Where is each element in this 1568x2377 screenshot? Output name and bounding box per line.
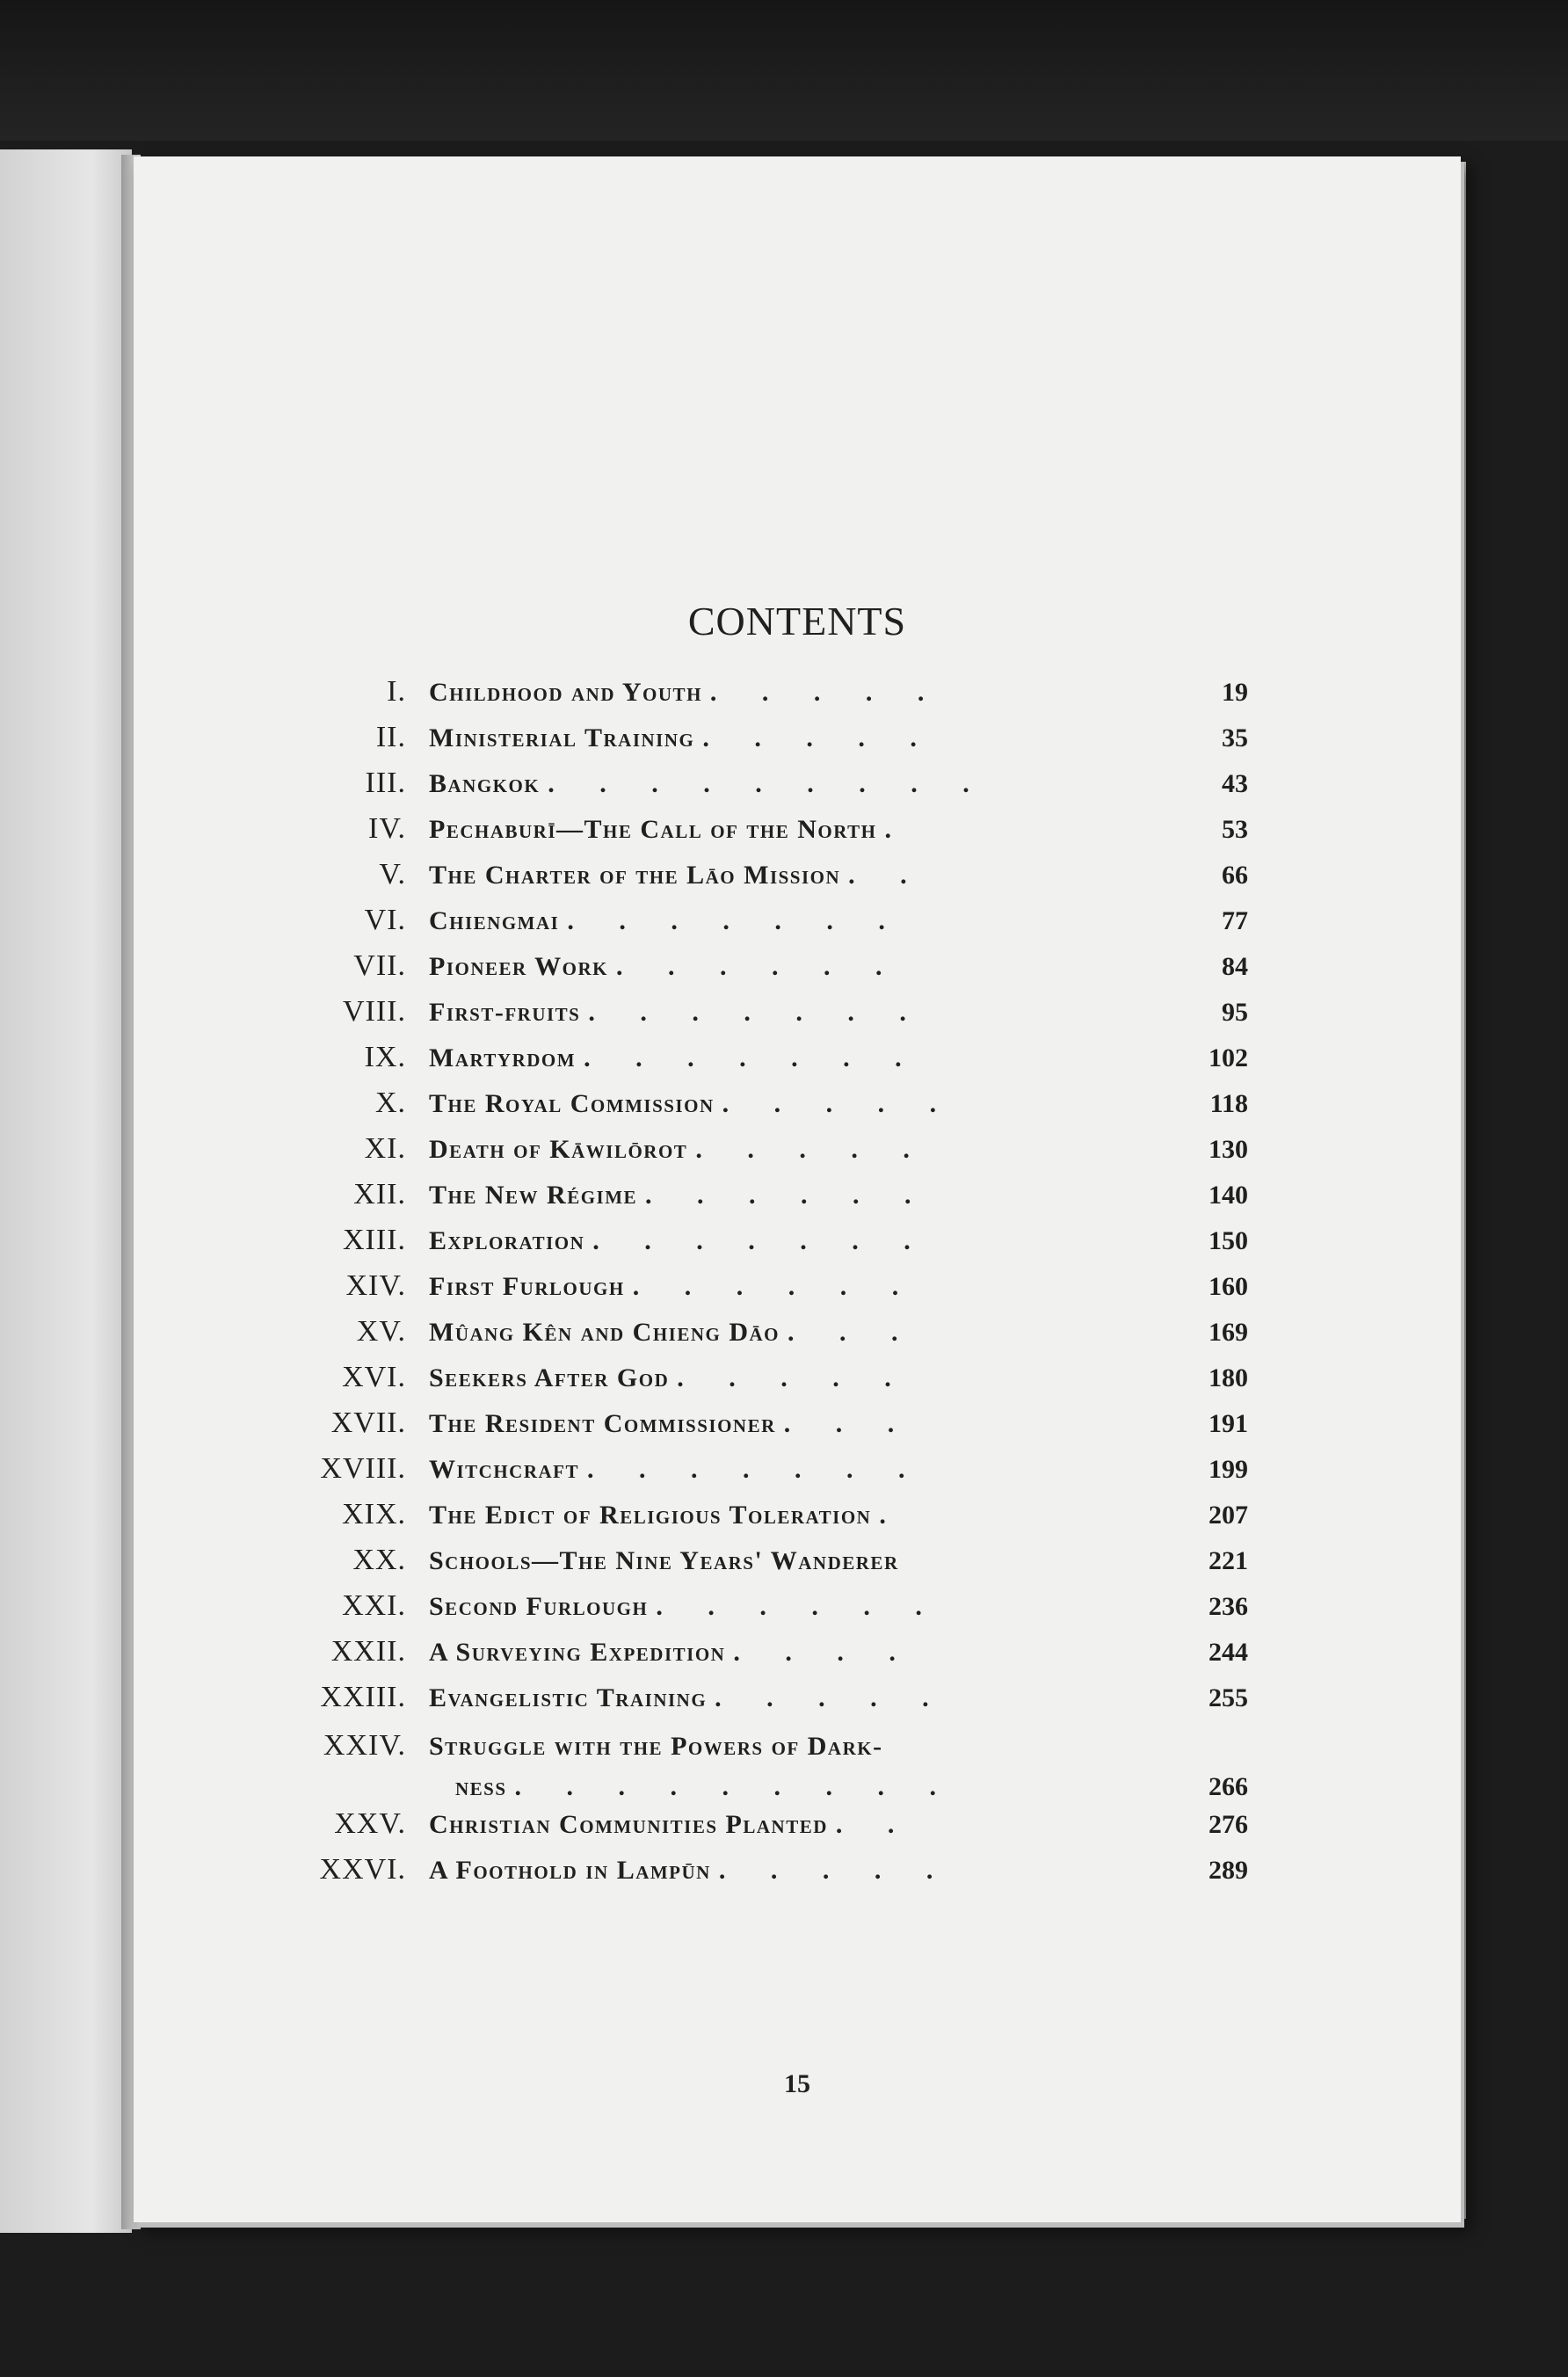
- chapter-number: IV.: [368, 812, 406, 845]
- chapter-title: Witchcraft: [429, 1455, 580, 1484]
- dot-leader: . . . . . . .: [567, 906, 904, 935]
- toc-entry: [134, 1178, 1364, 1224]
- dot-leader: . . . . . . .: [588, 998, 926, 1027]
- dot-leader: .: [884, 815, 911, 844]
- chapter-title: Struggle with the Powers of Dark-: [429, 1732, 883, 1761]
- toc-entry: [134, 1269, 1364, 1315]
- chapter-title: The Edict of Religious Toleration: [429, 1501, 872, 1530]
- page-number: 221: [1209, 1546, 1248, 1575]
- toc-entry: [134, 1132, 1364, 1178]
- toc-entry: [134, 1681, 1364, 1726]
- chapter-title: Schools—The Nine Years' Wanderer: [429, 1546, 899, 1575]
- dot-leader: . . . . .: [709, 678, 944, 707]
- page-number: 191: [1209, 1409, 1248, 1438]
- chapter-number: XIV.: [345, 1269, 406, 1302]
- chapter-number: I.: [387, 675, 406, 708]
- chapter-number: XXI.: [342, 1589, 406, 1622]
- table-of-contents: [134, 675, 1364, 1899]
- chapter-title: Chiengmai: [429, 906, 560, 935]
- chapter-number: VII.: [353, 949, 406, 982]
- page-number: 130: [1209, 1135, 1248, 1164]
- toc-entry: [134, 721, 1364, 767]
- dot-leader: . .: [835, 1810, 914, 1839]
- toc-entry: [134, 949, 1364, 995]
- dot-leader: . . . . .: [715, 1683, 948, 1712]
- toc-entry: [134, 1498, 1364, 1544]
- toc-entry: [134, 812, 1364, 858]
- dot-leader: . . . . . .: [645, 1181, 931, 1210]
- chapter-number: V.: [379, 858, 406, 890]
- chapter-number: VIII.: [342, 995, 406, 1028]
- toc-entry: [134, 1041, 1364, 1087]
- chapter-number: III.: [365, 767, 406, 799]
- dot-leader: . . . . . . . . .: [548, 769, 989, 798]
- toc-entry: [134, 858, 1364, 904]
- chapter-number: XXV.: [334, 1807, 406, 1840]
- chapter-number: VI.: [364, 904, 406, 936]
- chapter-title: Death of Kāwilōrot: [429, 1135, 688, 1164]
- page-number: 118: [1209, 1089, 1248, 1118]
- chapter-number: XI.: [364, 1132, 406, 1165]
- toc-entry: [134, 1407, 1364, 1452]
- dot-leader: .: [879, 1501, 905, 1530]
- page-number: 289: [1209, 1856, 1248, 1885]
- chapter-title: First-fruits: [429, 998, 581, 1027]
- chapter-title: Childhood and Youth: [429, 678, 702, 707]
- chapter-title: Pioneer Work: [429, 952, 608, 981]
- dot-leader: . . . . . . . . .: [514, 1772, 956, 1801]
- chapter-number: XV.: [356, 1315, 406, 1348]
- toc-entry: [134, 675, 1364, 721]
- dot-leader: . . .: [788, 1318, 918, 1347]
- page-number: 43: [1222, 769, 1248, 798]
- page-number: 77: [1222, 906, 1248, 935]
- dot-leader: . . . . .: [695, 1135, 929, 1164]
- chapter-title: Second Furlough: [429, 1592, 649, 1621]
- page-number: 19: [1222, 678, 1248, 707]
- dot-leader: . . . . .: [677, 1363, 911, 1392]
- chapter-number: XVI.: [342, 1361, 406, 1393]
- chapter-title: The Royal Commission: [429, 1089, 715, 1118]
- dot-leader: . . . . .: [722, 1089, 956, 1118]
- toc-entry: [134, 1635, 1364, 1681]
- page-number: 160: [1209, 1272, 1248, 1301]
- toc-entry: [134, 1361, 1364, 1407]
- page-number: 84: [1222, 952, 1248, 981]
- dot-leader: . . .: [783, 1409, 914, 1438]
- page-number: 66: [1222, 861, 1248, 890]
- toc-entry: [134, 767, 1364, 812]
- toc-entry: [134, 1452, 1364, 1498]
- page-number: 95: [1222, 998, 1248, 1027]
- page-number: 53: [1222, 815, 1248, 844]
- facing-page-edge: [0, 149, 132, 2233]
- toc-entry: [134, 1589, 1364, 1635]
- dot-leader: . . . . .: [702, 723, 936, 752]
- chapter-number: XXVI.: [319, 1853, 406, 1886]
- chapter-title: Evangelistic Training: [429, 1683, 708, 1712]
- chapter-title: The Resident Commissioner: [429, 1409, 776, 1438]
- chapter-number: XXIV.: [323, 1729, 406, 1762]
- chapter-number: XVIII.: [320, 1452, 406, 1485]
- chapter-number: XXIII.: [320, 1681, 406, 1713]
- page-folio: 15: [784, 2069, 810, 2098]
- chapter-title: Exploration: [429, 1226, 585, 1255]
- chapter-number: XIII.: [342, 1224, 406, 1256]
- toc-entry: [134, 904, 1364, 949]
- toc-entry: [134, 1807, 1364, 1853]
- dot-leader: . . . . . . .: [587, 1455, 925, 1484]
- chapter-title: Ministerial Training: [429, 723, 695, 752]
- dot-leader: . . . . . .: [656, 1592, 941, 1621]
- chapter-title: Christian Communities Planted: [429, 1810, 828, 1839]
- chapter-number: XIX.: [342, 1498, 406, 1530]
- chapter-number: II.: [375, 721, 406, 753]
- page-number: 180: [1209, 1363, 1248, 1392]
- chapter-title: Mûang Kên and Chieng Dāo: [429, 1318, 780, 1347]
- chapter-title: Pechaburī—The Call of the North: [429, 815, 877, 844]
- chapter-number: XXII.: [330, 1635, 406, 1668]
- backdrop: [0, 0, 1568, 141]
- chapter-title: Martyrdom: [429, 1043, 577, 1072]
- toc-entry: [134, 995, 1364, 1041]
- page-number: 207: [1209, 1501, 1248, 1530]
- toc-entry: [134, 1315, 1364, 1361]
- chapter-title: A Foothold in Lampūn: [429, 1856, 711, 1885]
- chapter-title: Seekers After God: [429, 1363, 670, 1392]
- chapter-title: A Surveying Expedition: [429, 1638, 726, 1667]
- chapter-title: Bangkok: [429, 769, 541, 798]
- page-number: 102: [1209, 1043, 1248, 1072]
- chapter-number: XVII.: [330, 1407, 406, 1439]
- page-number: 276: [1209, 1810, 1248, 1839]
- chapter-title: The New Régime: [429, 1181, 638, 1210]
- dot-leader: . . . .: [733, 1638, 915, 1667]
- chapter-number: XX.: [352, 1544, 406, 1576]
- chapter-title: First Furlough: [429, 1272, 625, 1301]
- dot-leader: . .: [848, 861, 926, 890]
- chapter-number: X.: [374, 1087, 406, 1119]
- page-number: 236: [1209, 1592, 1248, 1621]
- book-page: [134, 156, 1461, 2222]
- toc-entry: [134, 1224, 1364, 1269]
- toc-entry: [134, 1544, 1364, 1589]
- page-number: 199: [1209, 1455, 1248, 1484]
- dot-leader: . . . . . .: [632, 1272, 918, 1301]
- toc-entry: [134, 1726, 1364, 1807]
- page-number: 150: [1209, 1226, 1248, 1255]
- dot-leader: . . . . .: [718, 1856, 953, 1885]
- toc-entry: [134, 1853, 1364, 1899]
- page-number: 255: [1209, 1683, 1248, 1712]
- dot-leader: . . . . . .: [615, 952, 902, 981]
- chapter-title-continued: ness: [455, 1772, 507, 1801]
- page-number: 169: [1209, 1318, 1248, 1347]
- chapter-number: XII.: [353, 1178, 406, 1210]
- chapter-number: IX.: [364, 1041, 406, 1073]
- page-number: 244: [1209, 1638, 1248, 1667]
- page-number: 266: [1209, 1772, 1248, 1801]
- toc-entry: [134, 1087, 1364, 1132]
- dot-leader: . . . . . . .: [584, 1043, 921, 1072]
- chapter-title: The Charter of the Lāo Mission: [429, 861, 841, 890]
- page-number: 140: [1209, 1181, 1248, 1210]
- page-number: 35: [1222, 723, 1248, 752]
- page-title: CONTENTS: [687, 599, 907, 643]
- dot-leader: . . . . . . .: [592, 1226, 930, 1255]
